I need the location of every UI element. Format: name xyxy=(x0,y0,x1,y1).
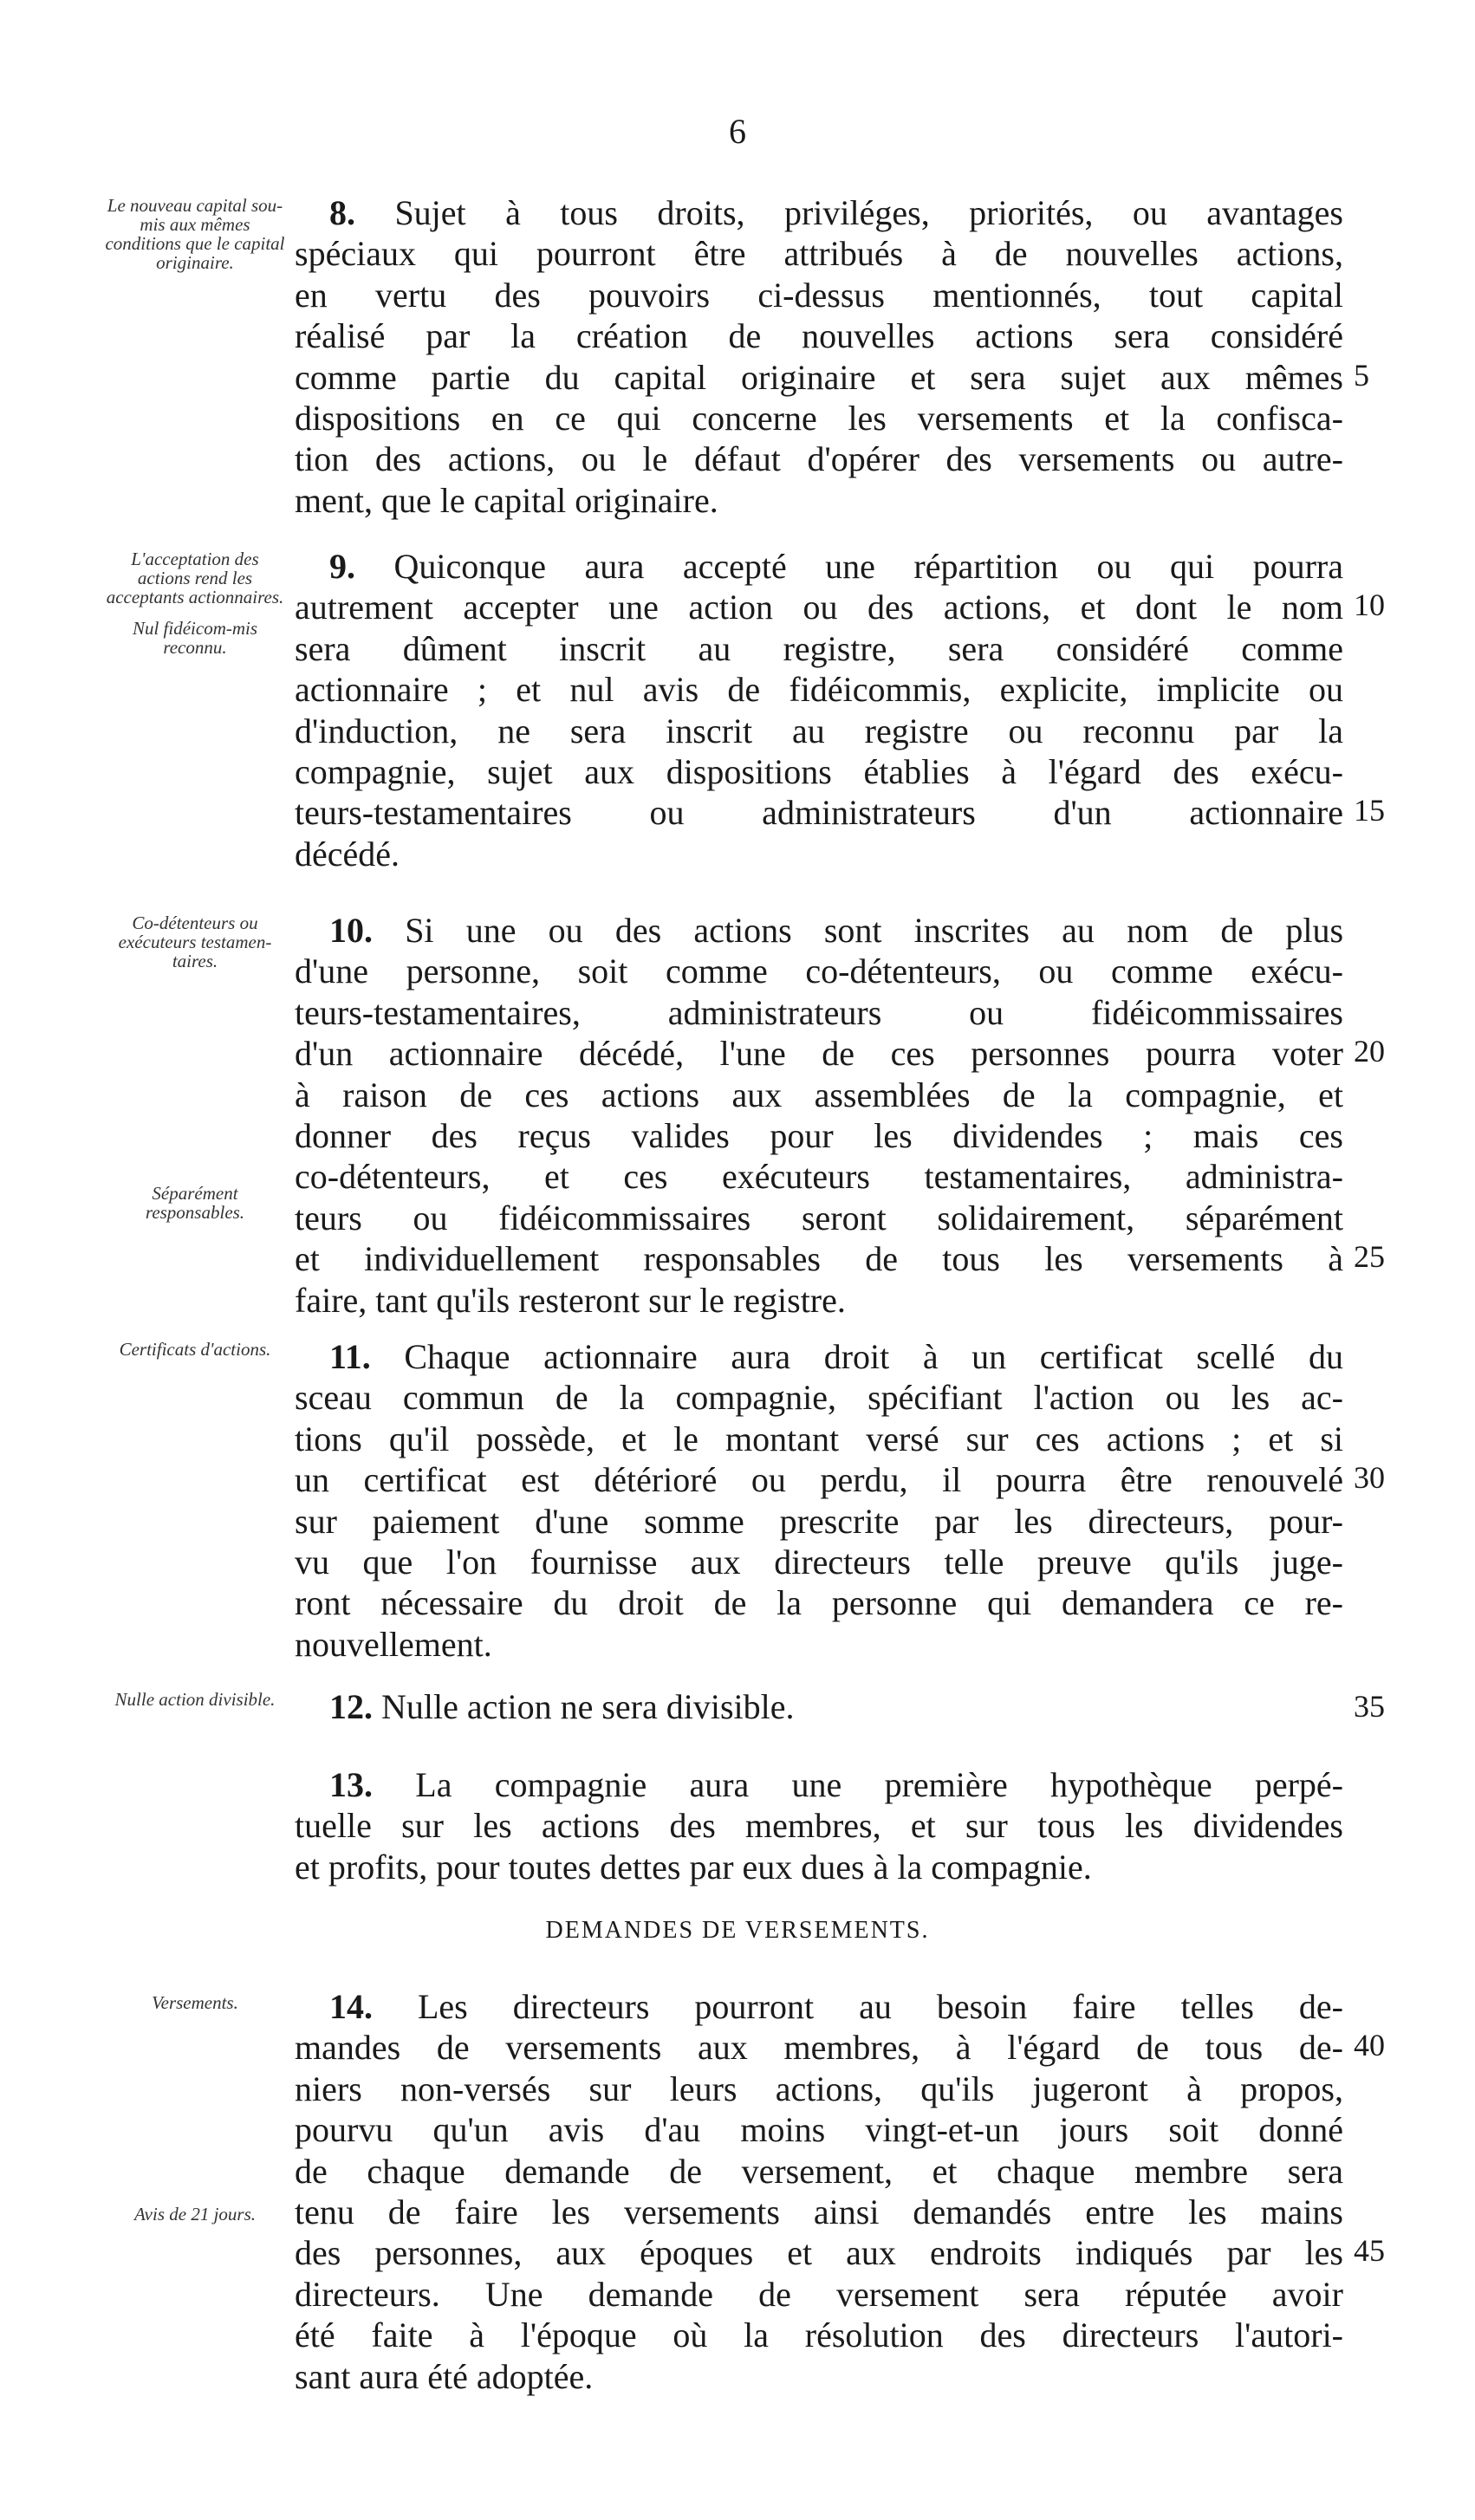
margin-note xyxy=(104,2205,286,2246)
text-line: à raison de ces actions aux assemblées de la compagnie, et xyxy=(295,1075,1343,1114)
margin-note-text: Nul fidéicom-mis reconnu. xyxy=(132,618,258,658)
text-line: niers non-versés sur leurs actions, qu'ils jugeront à propos, xyxy=(295,2069,1343,2108)
text-line: 10. Si une ou des actions sont inscrites au nom de plus xyxy=(329,911,1344,950)
text-line: de chaque demande de versement, et chaque membre sera xyxy=(295,2151,1343,2191)
text-line: des personnes, aux époques et aux endroits indiqués par les xyxy=(295,2233,1343,2273)
section-number: 13. xyxy=(329,1765,373,1804)
margin-note-text: Le nouveau capital sou-mis aux mêmes conditions que le capital originaire. xyxy=(105,195,285,273)
margin-note-text: Séparément responsables. xyxy=(145,1183,245,1223)
text-line: 13. La compagnie aura une première hypothèque perpé- xyxy=(329,1765,1344,1804)
text-line: teurs-testamentaires ou administrateurs d'un actionnaire xyxy=(295,793,1343,833)
line-number: 20 xyxy=(1354,1034,1385,1068)
margin-note-text: Nulle action divisible. xyxy=(114,1689,276,1710)
margin-note xyxy=(104,913,286,993)
section-text xyxy=(295,910,1343,1321)
text-line: compagnie, sujet aux dispositions établies à l'égard des exécu- xyxy=(295,751,1343,791)
text-line: d'un actionnaire décédé, l'une de ces personnes pourra voter xyxy=(295,1034,1343,1074)
margin-note xyxy=(104,1340,286,1381)
text-line: mandes de versements aux membres, à l'égard de tous de- xyxy=(295,2028,1343,2068)
text-line: teurs-testamentaires, administrateurs ou fidéicommissaires xyxy=(295,992,1343,1032)
margin-note xyxy=(104,196,286,295)
text-line: réalisé par la création de nouvelles actions sera considéré xyxy=(295,316,1343,356)
line-number: 30 xyxy=(1354,1460,1385,1495)
section-text xyxy=(295,192,1343,521)
text-line: d'une personne, soit comme co-détenteurs, ou comme exécu- xyxy=(295,951,1343,991)
line-number: 5 xyxy=(1354,358,1369,393)
margin-note-text: Avis de 21 jours. xyxy=(134,2204,256,2224)
text-line: tuelle sur les actions des membres, et sur tous les dividendes xyxy=(295,1806,1343,1846)
text-line: 14. Les directeurs pourront au besoin faire telles de- xyxy=(329,1987,1344,2026)
text-line: décédé. xyxy=(295,834,400,874)
text-line: dispositions en ce qui concerne les versements et la confisca- xyxy=(295,398,1343,438)
section-text xyxy=(295,1986,1343,2397)
section-text xyxy=(295,1764,1343,1887)
text-line: pourvu qu'un avis d'au moins vingt-et-un jours soit donné xyxy=(295,2110,1343,2150)
text-line: ment, que le capital originaire. xyxy=(295,480,718,520)
text-line: sera dûment inscrit au registre, sera considéré comme xyxy=(295,628,1343,668)
page-number: 6 xyxy=(729,112,746,151)
line-number: 35 xyxy=(1354,1689,1385,1724)
text-line: spéciaux qui pourront être attribués à de nouvelles actions, xyxy=(295,234,1343,274)
margin-note-text: L'acceptation des actions rend les acceptants actionnaires. xyxy=(106,549,284,607)
section-text xyxy=(295,1336,1343,1665)
section-number: 9. xyxy=(329,547,355,586)
text-line: directeurs. Une demande de versement sera réputée avoir xyxy=(295,2274,1343,2314)
section-number: 14. xyxy=(329,1987,373,2026)
text-line: 9. Quiconque aura accepté une répartition ou qui pourra xyxy=(329,547,1343,586)
line-number: 40 xyxy=(1354,2028,1385,2062)
text-line: et profits, pour toutes dettes par eux dues à la compagnie. xyxy=(295,1847,1092,1887)
text-line: 8. Sujet à tous droits, priviléges, priorités, ou avantages xyxy=(329,193,1343,232)
margin-note xyxy=(104,1184,286,1244)
margin-note-text: Versements. xyxy=(152,1992,238,2013)
line-number: 45 xyxy=(1354,2233,1385,2268)
text-line: comme partie du capital originaire et sera sujet aux mêmes xyxy=(295,357,1343,397)
section-heading: DEMANDES DE VERSEMENTS. xyxy=(545,1917,930,1944)
line-number: 10 xyxy=(1354,588,1385,622)
text-line: tions qu'il possède, et le montant versé sur ces actions ; et si xyxy=(295,1419,1343,1458)
margin-note-text: Co-détenteurs ou exécuteurs testamen-taires. xyxy=(118,913,272,971)
text-line: donner des reçus valides pour les dividendes ; mais ces xyxy=(295,1115,1343,1155)
margin-note-text: Certificats d'actions. xyxy=(119,1339,271,1360)
section-number: 10. xyxy=(329,911,373,950)
text-line: autrement accepter une action ou des actions, et dont le nom xyxy=(295,588,1343,627)
text-line: été faite à l'époque où la résolution des directeurs l'autori- xyxy=(295,2315,1343,2355)
text-line: actionnaire ; et nul avis de fidéicommis, explicite, implicite ou xyxy=(295,670,1343,710)
text-line: tion des actions, ou le défaut d'opérer des versements ou autre- xyxy=(295,439,1343,479)
margin-note xyxy=(104,1993,286,2035)
text-line: faire, tant qu'ils resteront sur le registre. xyxy=(295,1280,846,1320)
text-line: sceau commun de la compagnie, spécifiant l'action ou les ac- xyxy=(295,1378,1343,1418)
text-line: vu que l'on fournisse aux directeurs telle preuve qu'ils juge- xyxy=(295,1542,1343,1581)
section-number: 11. xyxy=(329,1337,371,1376)
section-number: 8. xyxy=(329,193,355,232)
text-line: 12. Nulle action ne sera divisible. xyxy=(329,1687,795,1726)
text-line: en vertu des pouvoirs ci-dessus mentionnés, tout capital xyxy=(295,275,1343,315)
text-line: tenu de faire les versements ainsi demandés entre les mains xyxy=(295,2192,1343,2231)
text-line: d'induction, ne sera inscrit au registre ou reconnu par la xyxy=(295,711,1343,750)
line-number: 15 xyxy=(1354,793,1385,828)
text-line: 11. Chaque actionnaire aura droit à un certificat scellé du xyxy=(329,1337,1344,1376)
text-line: co-détenteurs, et ces exécuteurs testamentaires, administra- xyxy=(295,1157,1343,1197)
text-line: et individuellement responsables de tous les versements à xyxy=(295,1239,1343,1279)
text-line: teurs ou fidéicommissaires seront solidairement, séparément xyxy=(295,1198,1343,1237)
section-number: 12. xyxy=(329,1687,373,1726)
line-number: 25 xyxy=(1354,1239,1385,1274)
text-line: nouvellement. xyxy=(295,1624,492,1664)
text-line: sant aura été adoptée. xyxy=(295,2356,594,2396)
section-text xyxy=(295,1686,1343,1727)
text-line: ront nécessaire du droit de la personne qui demandera ce re- xyxy=(295,1583,1343,1623)
margin-note xyxy=(104,1690,286,1731)
section-text xyxy=(295,546,1343,874)
text-line: un certificat est détérioré ou perdu, il pourra être renouvelé xyxy=(295,1460,1343,1500)
text-line: sur paiement d'une somme prescrite par les directeurs, pour- xyxy=(295,1501,1343,1541)
margin-note xyxy=(104,549,286,679)
